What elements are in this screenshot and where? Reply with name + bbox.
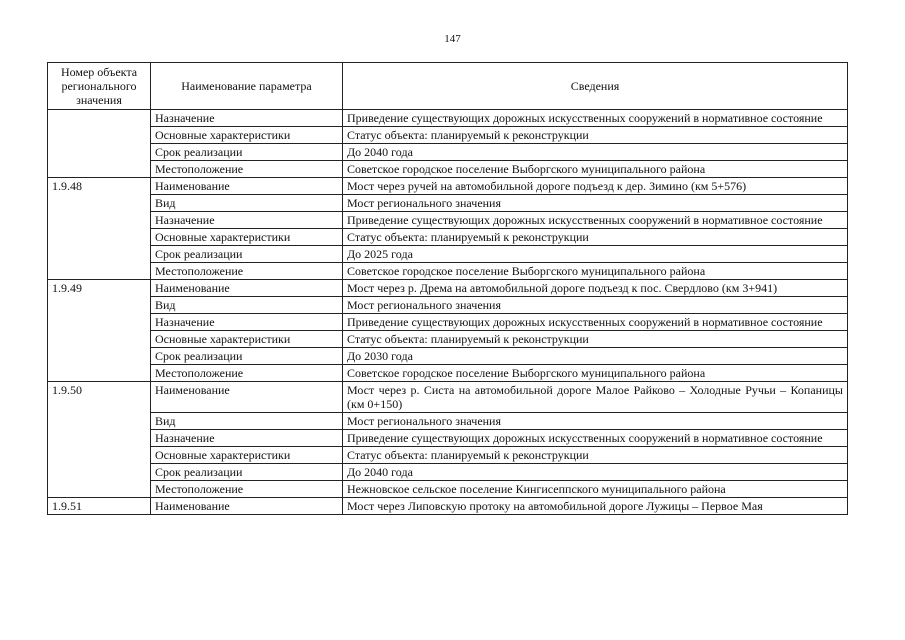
header-parameter: Наименование параметра (151, 63, 343, 110)
parameter-value-cell: Мост регионального значения (343, 195, 848, 212)
object-number-cell (48, 365, 151, 382)
table-row (48, 110, 848, 127)
table-row (48, 430, 848, 447)
regional-objects-table (47, 62, 848, 515)
object-number-cell (48, 447, 151, 464)
object-number-cell: 1.9.51 (48, 498, 151, 515)
parameter-value-cell: Советское городское поселение Выборгского муниципального района (343, 161, 848, 178)
parameter-name-cell: Назначение (151, 212, 343, 229)
object-number-cell (48, 263, 151, 280)
object-number-cell (48, 481, 151, 498)
parameter-name-cell: Местоположение (151, 481, 343, 498)
table-row (48, 212, 848, 229)
table-row (48, 464, 848, 481)
table-row (48, 481, 848, 498)
parameter-value-cell: До 2025 года (343, 246, 848, 263)
table-row (48, 263, 848, 280)
table-row (48, 297, 848, 314)
parameter-value-cell: До 2030 года (343, 348, 848, 365)
table-row (48, 382, 848, 413)
table-row (48, 229, 848, 246)
parameter-name-cell: Назначение (151, 110, 343, 127)
table-row (48, 144, 848, 161)
object-number-cell (48, 297, 151, 314)
parameter-value-cell: Статус объекта: планируемый к реконструкции (343, 229, 848, 246)
header-object-number: Номер объекта регионального значения (48, 63, 151, 110)
parameter-name-cell: Вид (151, 413, 343, 430)
parameter-value-cell: До 2040 года (343, 144, 848, 161)
object-number-cell (48, 413, 151, 430)
table-row (48, 348, 848, 365)
parameter-value-cell: Приведение существующих дорожных искусственных сооружений в нормативное состояние (343, 314, 848, 331)
parameter-name-cell: Местоположение (151, 263, 343, 280)
parameter-value-cell: Мост регионального значения (343, 297, 848, 314)
parameter-value-cell: Статус объекта: планируемый к реконструкции (343, 447, 848, 464)
parameter-value-cell: Статус объекта: планируемый к реконструкции (343, 331, 848, 348)
parameter-value-cell: Мост через ручей на автомобильной дороге подъезд к дер. Зимино (км 5+576) (343, 178, 848, 195)
parameter-name-cell: Вид (151, 195, 343, 212)
parameter-name-cell: Назначение (151, 314, 343, 331)
table-row (48, 127, 848, 144)
parameter-value-cell: Советское городское поселение Выборгского муниципального района (343, 263, 848, 280)
parameter-value-cell: Приведение существующих дорожных искусственных сооружений в нормативное состояние (343, 212, 848, 229)
object-number-cell: 1.9.49 (48, 280, 151, 297)
parameter-value-cell: Мост через Липовскую протоку на автомобильной дороге Лужицы – Первое Мая (343, 498, 848, 515)
table-row (48, 161, 848, 178)
object-number-cell (48, 144, 151, 161)
parameter-name-cell: Срок реализации (151, 246, 343, 263)
parameter-name-cell: Вид (151, 297, 343, 314)
object-number-cell (48, 314, 151, 331)
table-row (48, 314, 848, 331)
object-number-cell (48, 212, 151, 229)
table-header-row (48, 63, 848, 110)
parameter-value-cell: До 2040 года (343, 464, 848, 481)
table-row (48, 178, 848, 195)
object-number-cell (48, 331, 151, 348)
object-number-cell (48, 195, 151, 212)
parameter-name-cell: Наименование (151, 498, 343, 515)
parameter-value-cell: Мост через р. Дрема на автомобильной дороге подъезд к пос. Свердлово (км 3+941) (343, 280, 848, 297)
parameter-value-cell: Статус объекта: планируемый к реконструкции (343, 127, 848, 144)
parameter-value-cell: Нежновское сельское поселение Кингисеппского муниципального района (343, 481, 848, 498)
parameter-name-cell: Местоположение (151, 365, 343, 382)
parameter-name-cell: Местоположение (151, 161, 343, 178)
table-row (48, 365, 848, 382)
parameter-name-cell: Основные характеристики (151, 447, 343, 464)
object-number-cell (48, 348, 151, 365)
parameter-name-cell: Назначение (151, 430, 343, 447)
object-number-cell (48, 127, 151, 144)
object-number-cell (48, 161, 151, 178)
page-number: 147 (444, 33, 461, 45)
parameter-name-cell: Основные характеристики (151, 229, 343, 246)
table-row (48, 195, 848, 212)
object-number-cell (48, 246, 151, 263)
object-number-cell: 1.9.48 (48, 178, 151, 195)
table-row (48, 246, 848, 263)
parameter-name-cell: Срок реализации (151, 464, 343, 481)
table-row (48, 413, 848, 430)
parameter-value-cell: Мост через р. Систа на автомобильной дороге Малое Райково – Холодные Ручьи – Копаницы (км 0+150) (343, 382, 848, 413)
parameter-value-cell: Советское городское поселение Выборгского муниципального района (343, 365, 848, 382)
parameter-name-cell: Срок реализации (151, 348, 343, 365)
parameter-name-cell: Наименование (151, 280, 343, 297)
table-row (48, 447, 848, 464)
object-number-cell (48, 430, 151, 447)
parameter-name-cell: Основные характеристики (151, 127, 343, 144)
object-number-cell (48, 464, 151, 481)
parameter-name-cell: Основные характеристики (151, 331, 343, 348)
object-number-cell (48, 110, 151, 127)
parameter-name-cell: Наименование (151, 178, 343, 195)
parameter-name-cell: Срок реализации (151, 144, 343, 161)
header-info: Сведения (343, 63, 848, 110)
parameter-name-cell: Наименование (151, 382, 343, 413)
object-number-cell (48, 229, 151, 246)
parameter-value-cell: Приведение существующих дорожных искусственных сооружений в нормативное состояние (343, 430, 848, 447)
object-number-cell: 1.9.50 (48, 382, 151, 413)
parameter-value-cell: Приведение существующих дорожных искусственных сооружений в нормативное состояние (343, 110, 848, 127)
table-row (48, 331, 848, 348)
table-row (48, 280, 848, 297)
table-body (48, 110, 848, 515)
parameter-value-cell: Мост регионального значения (343, 413, 848, 430)
table-row (48, 498, 848, 515)
